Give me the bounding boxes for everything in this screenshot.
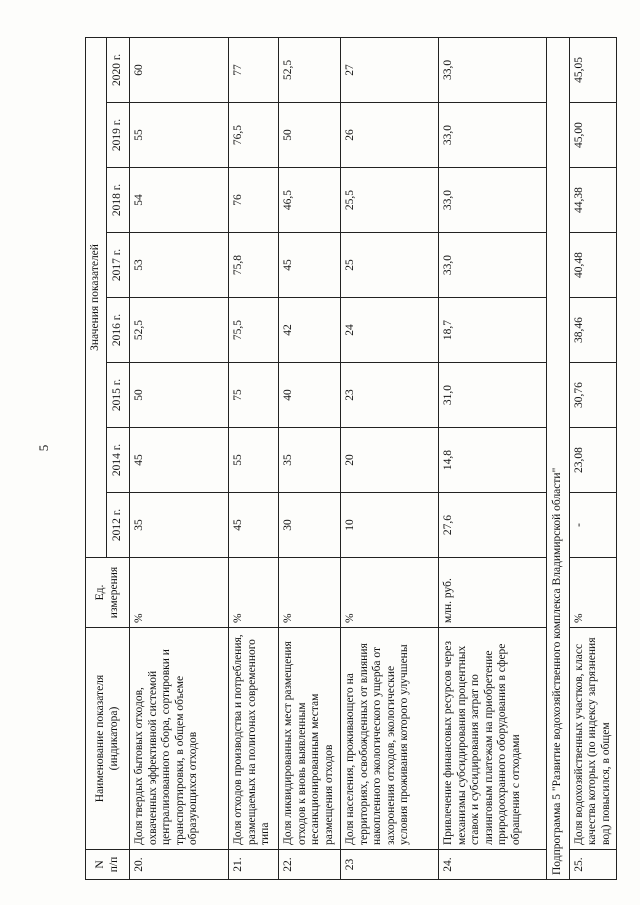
- row-value: 35: [130, 493, 229, 558]
- row-value: 55: [130, 103, 229, 168]
- header-year: 2017 г.: [107, 233, 130, 298]
- row-value: 30,76: [569, 363, 617, 428]
- row-value: 45: [130, 428, 229, 493]
- row-value: 40,48: [569, 233, 617, 298]
- header-year: 2019 г.: [107, 103, 130, 168]
- row-value: 14,8: [439, 428, 547, 493]
- row-value: 27,6: [439, 493, 547, 558]
- header-year: 2020 г.: [107, 37, 130, 102]
- header-values-group: Значения показателей: [86, 37, 107, 557]
- table-row: [439, 37, 547, 879]
- row-value: 33,0: [439, 168, 547, 233]
- row-num: 23: [341, 850, 439, 880]
- header-year: 2015 г.: [107, 363, 130, 428]
- row-name: Доля ликвидированных мест размещения отходов к вновь выявленным несанкционированным местам размещения отходов: [279, 628, 341, 850]
- row-value: 50: [279, 103, 341, 168]
- row-value: 45: [229, 493, 279, 558]
- row-num: 24.: [439, 850, 547, 880]
- row-unit: %: [341, 558, 439, 628]
- row-value: 52,5: [130, 298, 229, 363]
- table-row: [130, 37, 229, 879]
- row-unit: %: [130, 558, 229, 628]
- row-unit: %: [569, 558, 617, 628]
- row-value: 27: [341, 37, 439, 102]
- row-value: 23: [341, 363, 439, 428]
- rotated-table-container: [85, 38, 612, 880]
- row-value: 40: [279, 363, 341, 428]
- row-value: 46,5: [279, 168, 341, 233]
- indicators-table: [85, 37, 617, 880]
- row-value: 25: [341, 233, 439, 298]
- row-value: 54: [130, 168, 229, 233]
- table-row: [279, 37, 341, 879]
- header-year: 2016 г.: [107, 298, 130, 363]
- row-name: Доля водохозяйственных участков, класс качества которых (по индексу загрязнения вод) повысился, в общем: [569, 628, 617, 850]
- section-title: Подпрограмма 5 "Развитие водохозяйственного комплекса Владимирской области": [547, 37, 570, 879]
- header-year: 2012 г.: [107, 493, 130, 558]
- row-value: 24: [341, 298, 439, 363]
- row-name: Доля твердых бытовых отходов, охваченных эффективной системой централизованного сбора, сортировки и транспортировки, в общем объеме образующихся отходов: [130, 628, 229, 850]
- row-value: 20: [341, 428, 439, 493]
- row-unit: %: [279, 558, 341, 628]
- row-value: 31,0: [439, 363, 547, 428]
- table-row: [569, 37, 617, 879]
- row-num: 21.: [229, 850, 279, 880]
- row-value: 10: [341, 493, 439, 558]
- section-row: [547, 37, 570, 879]
- row-value: 44,38: [569, 168, 617, 233]
- row-name: Привлечение финансовых ресурсов через механизмы субсидирования процентных ставок и субсидирования затрат по лизинговым платежам на приобретение природоохранного оборудования в сфере обращения с отходами: [439, 628, 547, 850]
- row-value: 45,00: [569, 103, 617, 168]
- row-value: 52,5: [279, 37, 341, 102]
- row-value: 45,05: [569, 37, 617, 102]
- row-value: 75,5: [229, 298, 279, 363]
- row-value: 77: [229, 37, 279, 102]
- row-num: 25.: [569, 850, 617, 880]
- row-unit: млн. руб.: [439, 558, 547, 628]
- page-number: 5: [36, 444, 51, 452]
- row-value: 55: [229, 428, 279, 493]
- row-value: 33,0: [439, 103, 547, 168]
- row-value: 30: [279, 493, 341, 558]
- row-value: 33,0: [439, 37, 547, 102]
- row-unit: %: [229, 558, 279, 628]
- row-value: 33,0: [439, 233, 547, 298]
- header-year: 2014 г.: [107, 428, 130, 493]
- row-value: 25,5: [341, 168, 439, 233]
- header-num: N п/п: [86, 850, 130, 880]
- row-name: Доля населения, проживающего на территориях, освобожденных от влияния накопленного экологического ущерба от захоронения отходов, экологические условия проживания которого улучшены: [341, 628, 439, 850]
- row-value: 45: [279, 233, 341, 298]
- row-value: 53: [130, 233, 229, 298]
- table-row: [341, 37, 439, 879]
- table-row: [229, 37, 279, 879]
- header-year: 2018 г.: [107, 168, 130, 233]
- row-value: 75: [229, 363, 279, 428]
- row-value: 26: [341, 103, 439, 168]
- header-unit: Ед. измерения: [86, 558, 130, 628]
- row-value: -: [569, 493, 617, 558]
- row-num: 20.: [130, 850, 229, 880]
- row-value: 18,7: [439, 298, 547, 363]
- row-name: Доля отходов производства и потребления, размещаемых на полигонах современного типа: [229, 628, 279, 850]
- row-num: 22.: [279, 850, 341, 880]
- row-value: 23,08: [569, 428, 617, 493]
- row-value: 38,46: [569, 298, 617, 363]
- row-value: 75,8: [229, 233, 279, 298]
- row-value: 35: [279, 428, 341, 493]
- row-value: 42: [279, 298, 341, 363]
- row-value: 50: [130, 363, 229, 428]
- row-value: 76,5: [229, 103, 279, 168]
- row-value: 60: [130, 37, 229, 102]
- header-name: Наименование показателя (индикатора): [86, 628, 130, 850]
- row-value: 76: [229, 168, 279, 233]
